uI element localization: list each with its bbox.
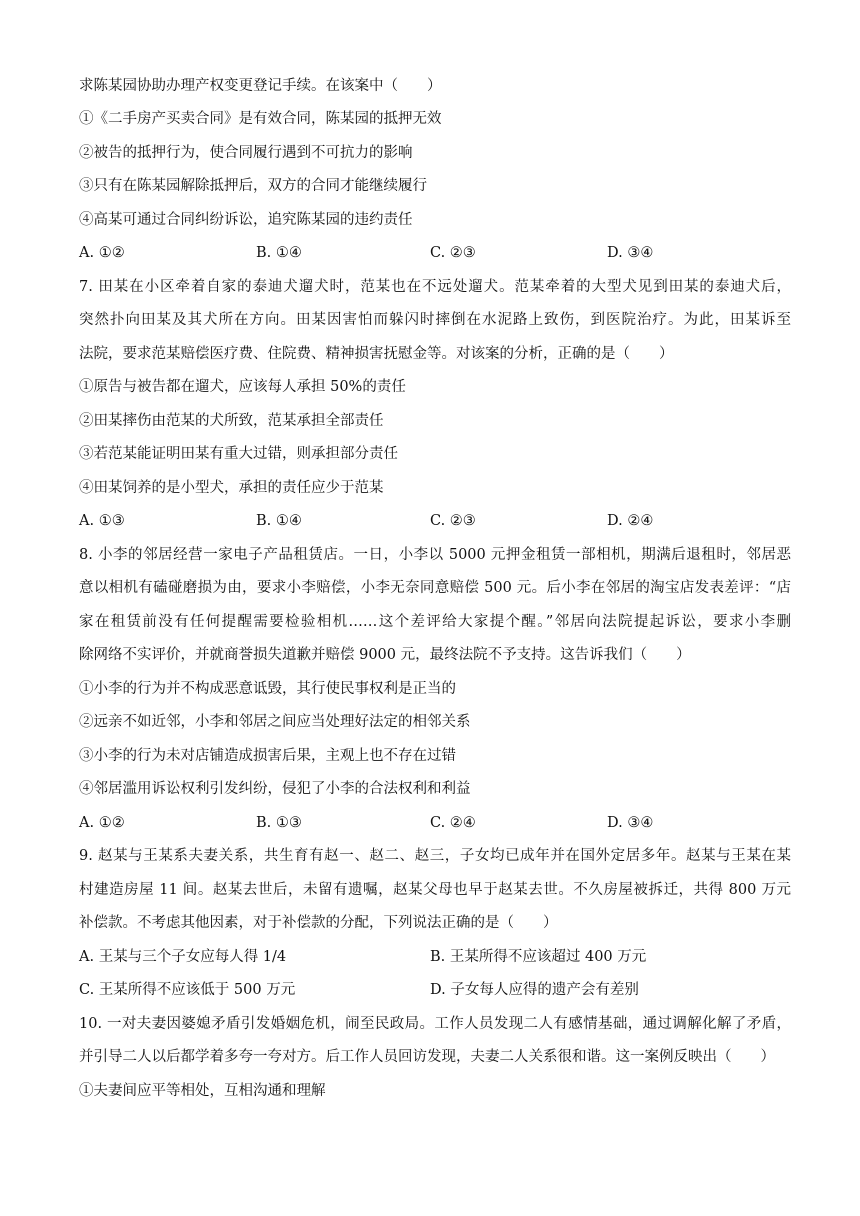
q6-item-2: ②被告的抵押行为，使合同履行遇到不可抗力的影响 xyxy=(79,145,413,161)
q10-item-1: ①夫妻间应平等相处，互相沟通和理解 xyxy=(79,1083,326,1099)
q7-item-1: ①原告与被告都在遛犬，应该每人承担 50%的责任 xyxy=(79,379,406,395)
q8-item-1: ①小李的行为并不构成恶意诋毁，其行使民事权利是正当的 xyxy=(79,681,456,697)
q6-option-c: C. ②③ xyxy=(430,245,476,261)
q8-item-4: ④邻居滥用诉讼权利引发纠纷，侵犯了小李的合法权利和利益 xyxy=(79,781,471,797)
q8-stem-line-2: 意以相机有磕碰磨损为由，要求小李赔偿，小李无奈同意赔偿 500 元。后小李在邻居的淘宝店发表差评：“店 xyxy=(79,580,791,596)
q7-stem-line-2: 突然扑向田某及其犬所在方向。田某因害怕而躲闪时摔倒在水泥路上致伤，到医院治疗。为此，田某诉至 xyxy=(79,312,791,328)
q8-stem-line-1: 8. 小李的邻居经营一家电子产品租赁店。一日，小李以 5000 元押金租赁一部相机，期满后退租时，邻居恶 xyxy=(79,547,791,563)
q6-item-4: ④高某可通过合同纠纷诉讼，追究陈某园的违约责任 xyxy=(79,212,413,228)
q6-stem-line: 求陈某园协助办理产权变更登记手续。在该案中（ ） xyxy=(79,78,442,94)
q7-option-a: A. ①③ xyxy=(79,513,125,529)
q7-item-4: ④田某饲养的是小型犬，承担的责任应少于范某 xyxy=(79,480,384,496)
q9-stem-line-1: 9. 赵某与王某系夫妻关系，共生育有赵一、赵二、赵三，子女均已成年并在国外定居多年。赵某与王某在某 xyxy=(79,848,791,864)
q6-option-a: A. ①② xyxy=(79,245,125,261)
q7-option-d: D. ②④ xyxy=(607,513,654,529)
q10-stem-line-1: 10. 一对夫妻因婆媳矛盾引发婚姻危机，闹至民政局。工作人员发现二人有感情基础，通过调解化解了矛盾， xyxy=(79,1016,791,1032)
q7-option-c: C. ②③ xyxy=(430,513,476,529)
q9-option-a: A. 王某与三个子女应每人得 1/4 xyxy=(79,949,287,965)
q9-option-b: B. 王某所得不应该超过 400 万元 xyxy=(430,949,647,965)
q8-stem-line-4: 除网络不实评价，并就商誉损失道歉并赔偿 9000 元，最终法院不予支持。这告诉我们（ ） xyxy=(79,647,691,663)
q9-option-c: C. 王某所得不应该低于 500 万元 xyxy=(79,982,296,998)
q7-stem-line-3: 法院，要求范某赔偿医疗费、住院费、精神损害抚慰金等。对该案的分析，正确的是（ ） xyxy=(79,346,674,362)
q9-stem-line-2: 村建造房屋 11 间。赵某去世后，未留有遗嘱，赵某父母也早于赵某去世。不久房屋被拆迁，共得 800 万元 xyxy=(79,882,791,898)
q9-option-d: D. 子女每人应得的遗产会有差别 xyxy=(430,982,639,998)
q6-item-1: ①《二手房产买卖合同》是有效合同，陈某园的抵押无效 xyxy=(79,111,442,127)
q8-stem-line-3: 家在租赁前没有任何提醒需要检验相机……这个差评给大家提个醒。”邻居向法院提起诉讼，要求小李删 xyxy=(79,614,791,630)
q8-option-d: D. ③④ xyxy=(607,815,654,831)
q7-option-b: B. ①④ xyxy=(256,513,302,529)
q6-item-3: ③只有在陈某园解除抵押后，双方的合同才能继续履行 xyxy=(79,178,427,194)
q6-option-d: D. ③④ xyxy=(607,245,654,261)
q8-option-b: B. ①③ xyxy=(256,815,302,831)
q8-item-2: ②远亲不如近邻，小李和邻居之间应当处理好法定的相邻关系 xyxy=(79,714,471,730)
q7-item-3: ③若范某能证明田某有重大过错，则承担部分责任 xyxy=(79,446,398,462)
q9-stem-line-3: 补偿款。不考虑其他因素，对于补偿款的分配，下列说法正确的是（ ） xyxy=(79,915,558,931)
q8-option-c: C. ②④ xyxy=(430,815,476,831)
q8-option-a: A. ①② xyxy=(79,815,125,831)
q10-stem-line-2: 并引导二人以后都学着多夸一夸对方。后工作人员回访发现，夫妻二人关系很和谐。这一案例反映出（ ） xyxy=(79,1049,775,1065)
q7-item-2: ②田某摔伤由范某的犬所致，范某承担全部责任 xyxy=(79,413,384,429)
q8-item-3: ③小李的行为未对店铺造成损害后果，主观上也不存在过错 xyxy=(79,748,456,764)
q6-option-b: B. ①④ xyxy=(256,245,302,261)
q7-stem-line-1: 7. 田某在小区牵着自家的泰迪犬遛犬时，范某也在不远处遛犬。范某牵着的大型犬见到田某的泰迪犬后， xyxy=(79,279,791,295)
